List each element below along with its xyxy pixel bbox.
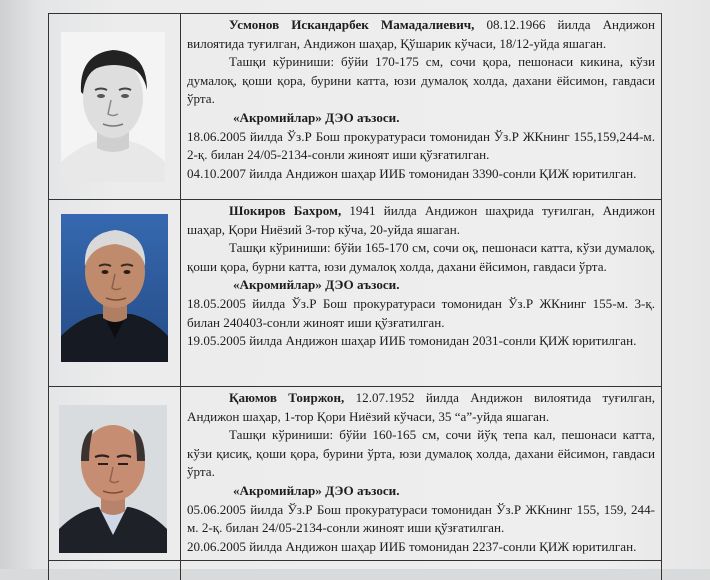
photo-cell: [49, 14, 181, 199]
birth-and-address: 12.07.1952 йилда Андижон вилоятида туғилган, Андижон шаҳар, 1-тор Қори Ниёзий кўчаси, 35 “а”-уйда яшаган.: [187, 390, 655, 424]
photo-cell: [49, 200, 181, 386]
person-photo: [59, 405, 167, 553]
party-membership: «Акромийлар» ДЭО аъзоси.: [233, 482, 400, 498]
birth-and-address: 08.12.1966 йилда Андижон вилоятида туғилган, Андижон шаҳар, Қўшарик кўчаси, 18/12-уйда яшаган.: [187, 17, 655, 51]
criminal-case: 18.06.2005 йилда Ўз.Р Бош прокуратураси томонидан Ўз.Р ЖКнинг 155,159,244-м. 2-қ. билан 24/05-2134-сонли жиноят иши қўзғатилган.: [187, 128, 655, 163]
person-name: Қаюмов Тоиржон,: [229, 390, 345, 405]
record-text: [181, 200, 661, 386]
record-text: [181, 14, 661, 199]
appearance-description: Ташқи кўриниши: бўйи 165-170 см, сочи оқ, пешонаси катта, кўзи думалоқ, қоши қора, бурни катта, юзи думалоқ холда, дахани ёйсимон, гавдаси ўрта.: [187, 240, 655, 274]
person-photo: [61, 214, 168, 362]
person-name: Усмонов Искандарбек Мамадалиевич,: [229, 17, 475, 32]
photo-cell: [49, 387, 181, 560]
wanted-persons-table: [48, 13, 662, 580]
table-row: [49, 199, 661, 386]
record-text: [181, 561, 661, 580]
record-text: [181, 387, 661, 560]
appearance-description: Ташқи кўриниши: бўйи 170-175 см, сочи қора, пешонаси кикина, кўзи думалоқ, қоши қора, бурини катта, юзи думалоқ холда, дахани ёйсимон, гавдаси ўрта.: [187, 54, 655, 107]
search-case: 04.10.2007 йилда Андижон шаҳар ИИБ томонидан 3390-сонли ҚИЖ юритилган.: [187, 165, 637, 181]
person-name: Шокиров Бахром,: [229, 203, 342, 218]
table-row: [49, 386, 661, 560]
table-row-partial: [49, 560, 661, 580]
criminal-case: 05.06.2005 йилда Ўз.Р Бош прокуратураси томонидан Ўз.Р ЖКнинг 155, 159, 244-м. 2-қ. билан 24/05-2134-сонли жиноят иши қўзғатилган.: [187, 501, 655, 536]
search-case: 20.06.2005 йилда Андижон шаҳар ИИБ томонидан 2237-сонли ҚИЖ юритилган.: [187, 538, 637, 554]
photo-cell: [49, 561, 181, 580]
table-row: [49, 13, 661, 199]
person-photo: [61, 32, 165, 182]
appearance-description: Ташқи кўриниши: бўйи 160-165 см, сочи йўқ тепа кал, пешонаси катта, кўзи қисиқ, қоши қора, бурини ўрта, юзи думалоқ холда, дахани ёйсимон, гавдаси ўрта.: [187, 427, 655, 480]
birth-and-address: 1941 йилда Андижон шаҳрида туғилган, Андижон шаҳар, Қори Ниёзий 3-тор кўча, 20-уйда яшаган.: [187, 203, 655, 237]
party-membership: «Акромийлар» ДЭО аъзоси.: [233, 277, 400, 293]
criminal-case: 18.05.2005 йилда Ўз.Р Бош прокуратураси томонидан Ўз.Р ЖКнинг 155-м. 3-қ. билан 240403-сонли жиноят иши қўзғатилган.: [187, 295, 655, 330]
search-case: 19.05.2005 йилда Андижон шаҳар ИИБ томонидан 2031-сонли ҚИЖ юритилган.: [187, 333, 637, 349]
party-membership: «Акромийлар» ДЭО аъзоси.: [233, 109, 400, 125]
